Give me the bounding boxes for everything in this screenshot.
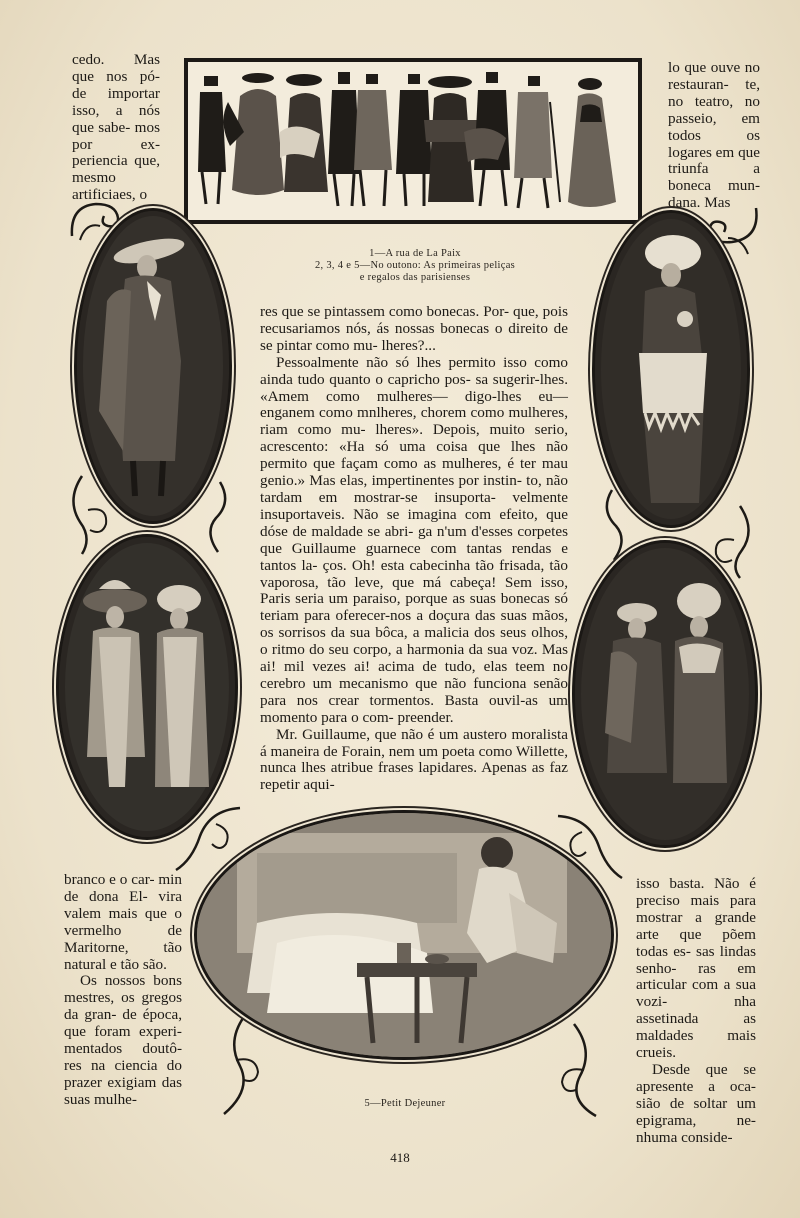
text-column-bottom-right [636, 876, 756, 1147]
photo-oval-woman-muff-right [592, 210, 750, 528]
paragraph: res que se pintassem como bonecas. Por- que, pois recusariamos nós, ás nossas bonecas o direito de se pintar como mu- lheres?... [260, 303, 568, 354]
paragraph: Mr. Guillaume, que não é um austero moralista á maneira de Forain, nem um poeta como Willette, nunca lhes atribue frases lapidares. Apenas as faz repetir aqui- [260, 725, 568, 794]
paragraph: isso basta. Não é preciso mais para mostrar a grande arte que põem todas es- sas lindas senho- ras em articular com a sua vozi- nha assetinada as maldades mais crueis. [636, 875, 756, 1062]
paragraph: cedo. Mas que nos pó- de importar isso, a nós que sabe- mos por ex- periencia que, mesmo artificiaes, o [72, 51, 160, 204]
caption-line: 1—A rua de La Paix [369, 248, 461, 259]
text-column-top-right [668, 60, 760, 212]
street-figures-drawing [188, 62, 638, 220]
photo-oval-woman-hat-left [74, 208, 232, 524]
street-illustration [184, 58, 642, 224]
photo-oval-two-women-right [572, 540, 758, 848]
page-number: 418 [390, 1150, 410, 1165]
paragraph: Desde que se apresente a oca- sião de soltar um epigrama, ne- nhuma conside- [636, 1060, 756, 1146]
photo-oval-petit-dejeuner [194, 810, 614, 1060]
text-column-top-left [72, 52, 160, 204]
text-column-bottom-left [64, 872, 182, 1109]
caption-bottom: 5—Petit Dejeuner [364, 1098, 446, 1109]
paragraph: lo que ouve no restauran- te, no teatro, no passeio, em todos os logares em que triunfa a boneca mun- dana. Mas [668, 59, 760, 212]
caption-top [280, 248, 550, 284]
caption-line: e regalos das parisienses [359, 272, 471, 283]
caption-line: 2, 3, 4 e 5—No outono: As primeiras peliças [314, 260, 516, 271]
paragraph: branco e o car- min de dona El- vira valem mais que o vermelho de Maritorne, tão natural e tão são. [64, 871, 182, 973]
text-column-center [260, 304, 568, 794]
paragraph: Os nossos bons mestres, os gregos da gran- de época, que foram experi- mentados doutô- res na ciencia do prazer exigiam das suas mulhe- [64, 972, 182, 1108]
paragraph: Pessoalmente não só lhes permito isso como ainda tudo quanto o capricho pos- sa sugerir-lhes. «Amem como mulheres— digo-lhes eu—enganem como mnlheres, chorem como mulheres, riam como mu- lheres». Depois, muito serio, acrescento: «Ha só uma coisa que lhes não permito que façam como as mulheres, é ter mau genio.» Mas elas, impertinentes por instin- to, não tardam em mostrar-se insuporta- velmente insuportaveis. Não se imagina com efeito, que dóse de maldade se abri- ga n'um d'esses corpetes que Guillaume guarnece com tantas rendas e tantos la- ços. Oh! esta cabecinha tão frisada, tão vaporosa, tão leve, que má cabeça! Sem isso, Paris seria um paraiso, porque as suas bonecas só teriam para oferecer-nos a doçura das suas mãos, os sorrisos da sua bôca, a malicia dos seus olhos, o ritmo do seu corpo, a harmonia da sua voz. Mas ai! mil vezes ai! acima de tudo, elas teem no cerebro um mecanismo que não funciona senão para nos crear tormentos. Basta ouvil-as um momento para o com- preender. [260, 353, 568, 726]
photo-oval-two-women-left [56, 534, 238, 840]
